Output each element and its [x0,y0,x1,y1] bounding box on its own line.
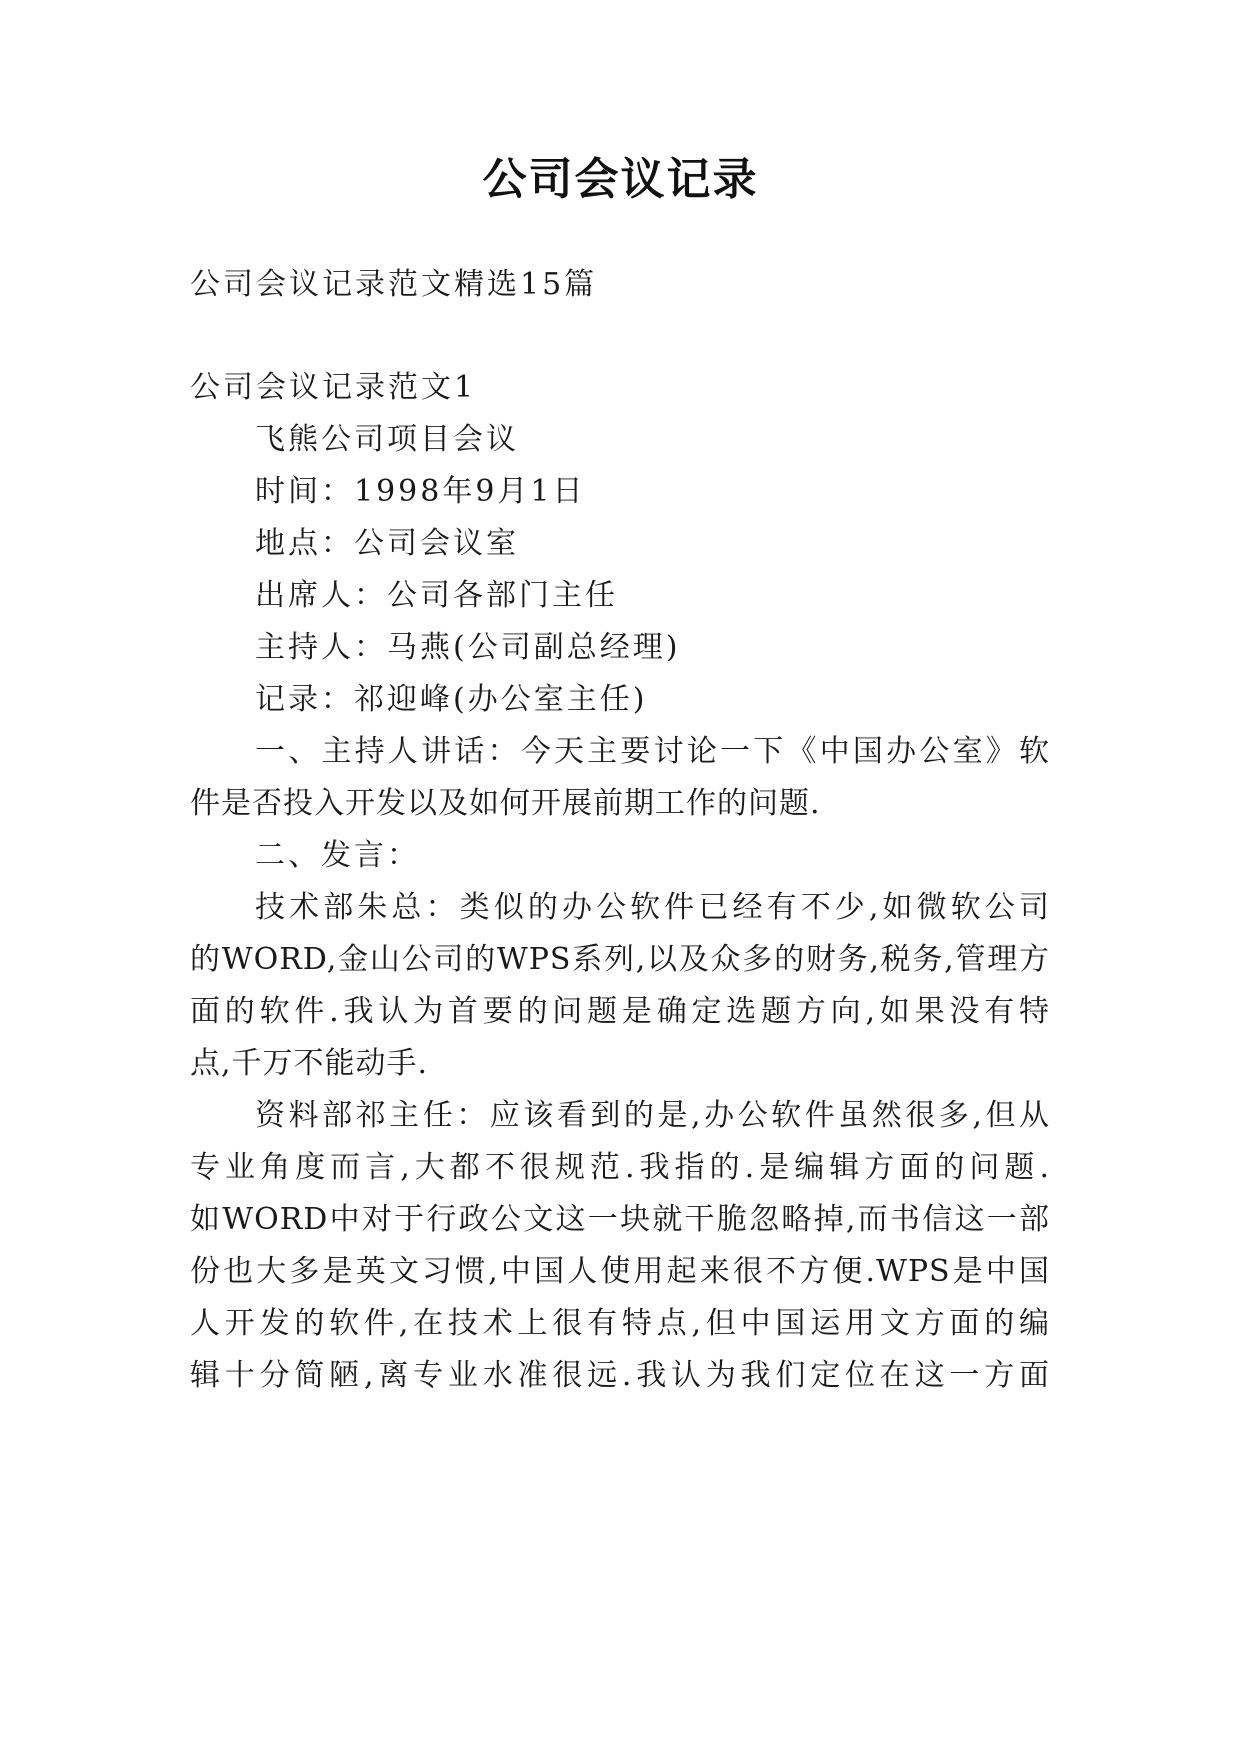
paragraph-line: 技术部朱总：类似的办公软件已经有不少,如微软公司 [255,890,1050,925]
paragraph-line: 二、发言： [255,838,420,873]
section-heading: 公司会议记录范文1 [190,370,477,405]
document-title: 公司会议记录 [482,154,759,205]
paragraph-line: 的WORD,金山公司的WPS系列,以及众多的财务,税务,管理方 [190,942,1050,977]
paragraph-line: 点,千万不能动手. [190,1046,429,1081]
document-subtitle: 公司会议记录范文精选15篇 [190,267,598,302]
meeting-attendees: 出席人：公司各部门主任 [255,578,618,613]
paragraph-line: 辑十分简陋,离专业水准很远.我认为我们定位在这一方面 [190,1358,1050,1393]
meeting-host: 主持人：马燕(公司副总经理) [255,630,681,665]
meeting-place: 地点：公司会议室 [255,526,519,561]
paragraph-line: 专业角度而言,大都不很规范.我指的.是编辑方面的问题. [190,1150,1050,1185]
meeting-recorder: 记录：祁迎峰(办公室主任) [255,682,648,717]
meeting-name: 飞熊公司项目会议 [255,422,519,457]
paragraph-line: 一、主持人讲话：今天主要讨论一下《中国办公室》软 [255,734,1050,769]
paragraph-line: 如WORD中对于行政公文这一块就干脆忽略掉,而书信这一部 [190,1202,1050,1237]
paragraph-line: 份也大多是英文习惯,中国人使用起来很不方便.WPS是中国 [190,1254,1050,1289]
paragraph-line: 资料部祁主任：应该看到的是,办公软件虽然很多,但从 [255,1098,1050,1133]
paragraph-line: 件是否投入开发以及如何开展前期工作的问题. [190,786,821,821]
meeting-time: 时间：1998年9月1日 [255,474,586,509]
paragraph-line: 人开发的软件,在技术上很有特点,但中国运用文方面的编 [190,1306,1050,1341]
paragraph-line: 面的软件.我认为首要的问题是确定选题方向,如果没有特 [190,994,1050,1029]
